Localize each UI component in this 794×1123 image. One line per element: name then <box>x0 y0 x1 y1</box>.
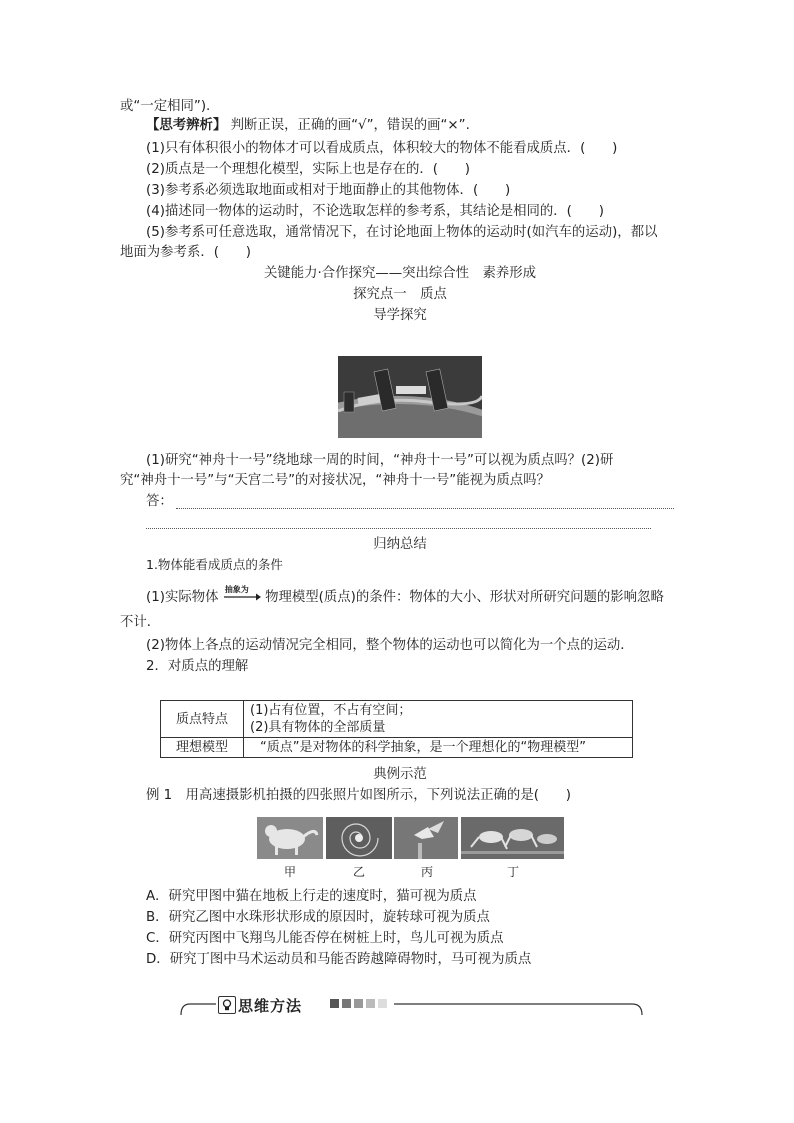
judge-label: 【思考辨析】 <box>146 118 227 133</box>
answer-blank-1[interactable] <box>176 508 674 509</box>
inquiry-line-2: 究“神舟十一号”与“天宫二号”的对接状况，“神舟十一号”能视为质点吗？ <box>120 473 550 488</box>
row-line: (1)占有位置，不占有空间； <box>250 703 412 718</box>
caption-yi: 乙 <box>353 865 366 879</box>
bulb-icon <box>218 996 236 1014</box>
row-header: 理想模型 <box>161 738 244 758</box>
condition-prefix: (1)实际物体 <box>146 590 219 605</box>
judge-line <box>146 117 470 135</box>
caption-jia: 甲 <box>284 865 297 879</box>
option-b[interactable]: B．研究乙图中水珠形状形成的原因时，旋转球可视为质点 <box>146 910 490 925</box>
space-station-illustration <box>338 356 482 438</box>
condition-2: (2)物体上各点的运动情况完全相同，整个物体的运动也可以简化为一个点的运动． <box>146 638 634 653</box>
condition-1a <box>146 585 664 607</box>
option-a[interactable]: A．研究甲图中猫在地板上行走的速度时，猫可视为质点 <box>146 889 477 904</box>
answer-label: 答： <box>146 494 173 509</box>
caption-ding: 丁 <box>507 865 520 879</box>
photo-cat <box>257 817 323 859</box>
summary-h1: 1.物体能看成质点的条件 <box>146 557 283 572</box>
photo-spinning-ball <box>326 817 392 859</box>
horse-illustration <box>461 817 564 859</box>
question-4: (4)描述同一物体的运动时，不论选取怎样的参考系，其结论是相同的．( ) <box>146 204 604 219</box>
spinning-ball-illustration <box>326 817 392 859</box>
question-5b: 地面为参考系．( ) <box>120 245 251 260</box>
question-1: (1)只有体积很小的物体才可以看成质点，体积较大的物体不能看成质点．( ) <box>146 141 618 156</box>
point-heading: 探究点一 质点 <box>353 287 447 302</box>
right-arrow-icon <box>223 590 261 604</box>
cat-illustration <box>257 817 323 859</box>
inquiry-line-1: (1)研究“神舟十一号”绕地球一周的时间，“神舟十一号”可以视为质点吗？(2)研 <box>146 453 614 468</box>
judge-text: 判断正误，正确的画“√”，错误的画“×”. <box>230 118 470 133</box>
arrow-label: 抽象为 <box>224 585 249 594</box>
row-content <box>244 738 633 758</box>
row-content <box>244 701 633 738</box>
intro-tail: 或“一定相同”). <box>120 99 211 114</box>
section-heading: 关键能力·合作探究——突出综合性 素养形成 <box>263 266 537 281</box>
answer-blank-2[interactable] <box>146 528 651 529</box>
caption-bing: 丙 <box>421 865 434 879</box>
lightbulb-icon <box>219 997 235 1013</box>
row-line: (2)具有物体的全部质量 <box>250 720 386 735</box>
bird-illustration <box>394 817 458 859</box>
question-5a: (5)参考系可任意选取，通常情况下，在讨论地面上物体的运动时(如汽车的运动)，都以 <box>146 225 658 240</box>
photo-horse <box>461 817 564 859</box>
thinking-method-banner <box>180 994 643 1016</box>
example-heading: 典例示范 <box>373 767 427 782</box>
abstraction-arrow <box>223 585 261 604</box>
photo-bird <box>394 817 458 859</box>
table-row <box>161 701 633 738</box>
condition-1b: 不计． <box>120 615 161 630</box>
question-3: (3)参考系必须选取地面或相对于地面静止的其他物体．( ) <box>146 183 511 198</box>
summary-heading: 归纳总结 <box>373 537 427 552</box>
question-2: (2)质点是一个理想化模型，实际上也是存在的．( ) <box>146 162 471 177</box>
table-row <box>161 738 633 758</box>
banner-title: 思维方法 <box>238 997 303 1015</box>
row-header: 质点特点 <box>161 701 244 738</box>
example-stem: 例 1 用高速摄影机拍摄的四张照片如图所示，下列说法正确的是( ) <box>146 788 571 803</box>
option-c[interactable]: C．研究丙图中飞翔鸟儿能否停在树桩上时，鸟儿可视为质点 <box>146 931 504 946</box>
particle-table <box>160 700 633 758</box>
condition-suffix: 物理模型(质点)的条件：物体的大小、形状对所研究问题的影响忽略 <box>265 590 664 605</box>
summary-h2: 2．对质点的理解 <box>146 659 249 674</box>
guide-heading: 导学探究 <box>373 308 427 323</box>
option-d[interactable]: D．研究丁图中马术运动员和马能否跨越障碍物时，马可视为质点 <box>146 952 532 967</box>
row-line: “质点”是对物体的科学抽象，是一个理想化的“物理模型” <box>260 740 586 755</box>
space-station-photo <box>338 356 482 438</box>
